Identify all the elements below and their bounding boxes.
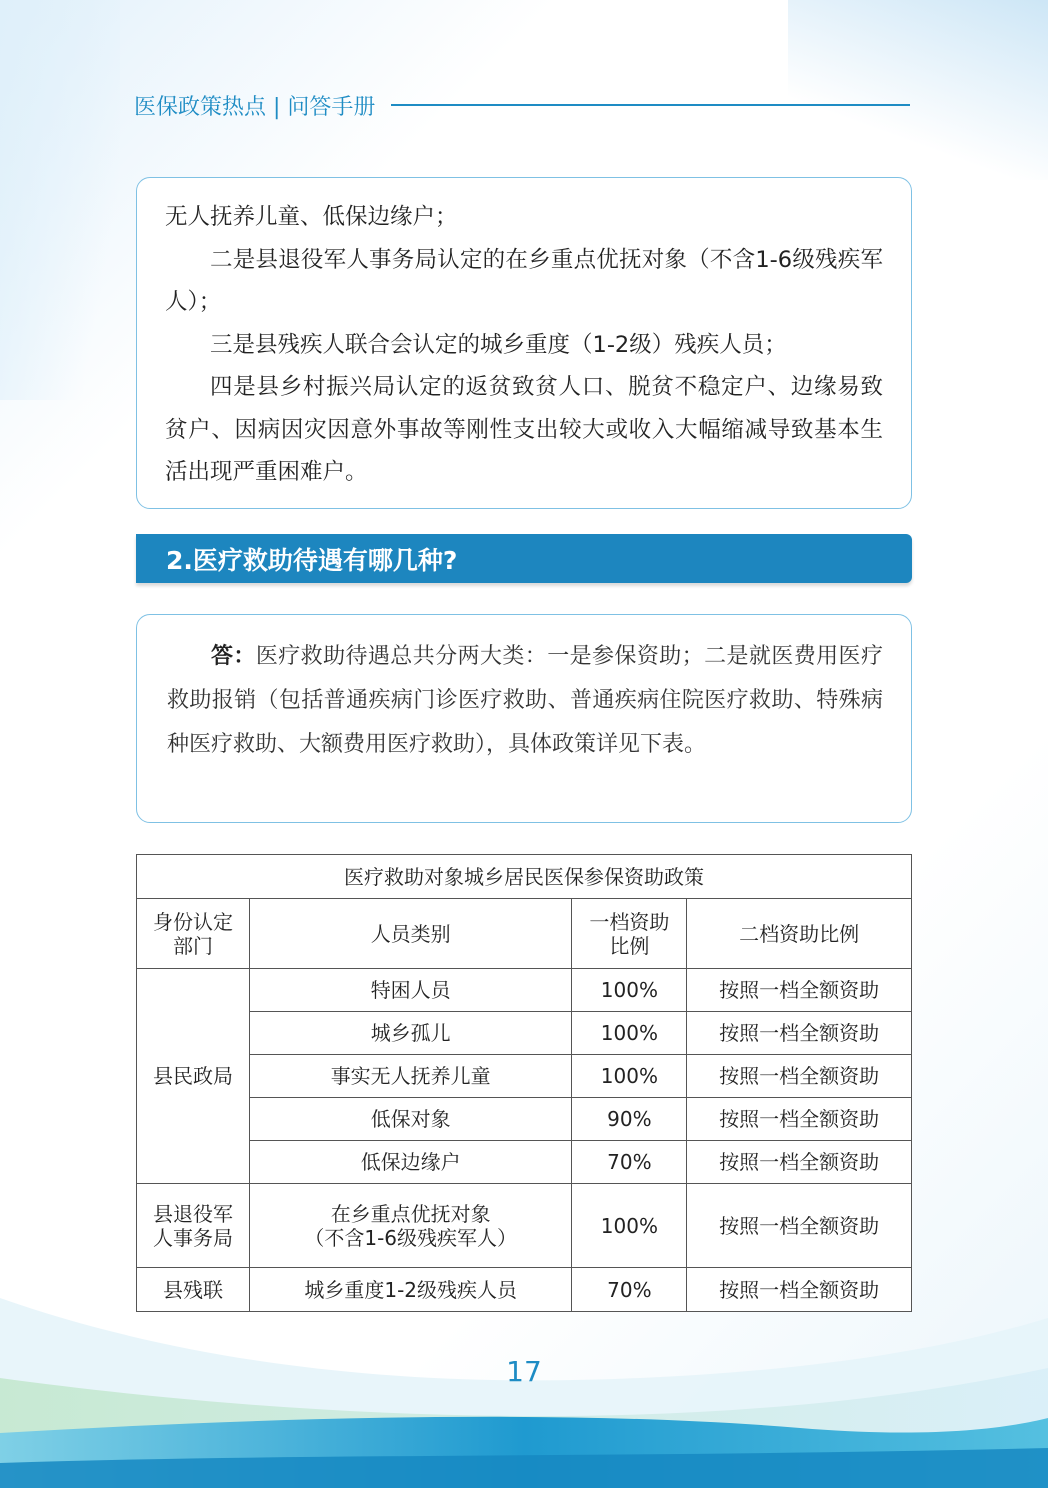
tier2-cell: 按照一档全额资助 xyxy=(687,1141,912,1184)
tier1-cell: 100% xyxy=(572,969,687,1012)
subsidy-policy-table xyxy=(136,854,912,1312)
continued-text-box xyxy=(136,177,912,509)
tier2-cell: 按照一档全额资助 xyxy=(687,1184,912,1268)
tier1-cell: 90% xyxy=(572,1098,687,1141)
header-dept: 身份认定部门 xyxy=(137,899,250,969)
header-title: 医保政策热点 | 问答手册 xyxy=(134,94,376,120)
table-row xyxy=(137,969,912,1012)
category-cell: 特困人员 xyxy=(249,969,571,1012)
tier1-cell: 70% xyxy=(572,1141,687,1184)
tier2-cell: 按照一档全额资助 xyxy=(687,1098,912,1141)
section-title: 2.医疗救助待遇有哪几种? xyxy=(166,545,458,575)
table-row xyxy=(137,1141,912,1184)
background-decoration-left xyxy=(0,0,120,400)
dept-cell: 县残联 xyxy=(137,1268,250,1312)
dept-cell: 县退役军人事务局 xyxy=(137,1184,250,1268)
paragraph: 无人抚养儿童、低保边缘户； xyxy=(165,204,458,230)
section-heading-bar xyxy=(136,534,912,583)
category-note: （不含1-6级残疾军人） xyxy=(304,1225,518,1250)
page-number: 17 xyxy=(506,1355,542,1388)
table-row xyxy=(137,1055,912,1098)
category-cell xyxy=(249,1184,571,1268)
category-cell: 低保对象 xyxy=(249,1098,571,1141)
header-rule xyxy=(391,104,910,106)
answer-box xyxy=(136,614,912,823)
table-row xyxy=(137,1184,912,1268)
category-main: 在乡重点优抚对象 xyxy=(330,1201,491,1226)
tier2-cell: 按照一档全额资助 xyxy=(687,969,912,1012)
header-tier2: 二档资助比例 xyxy=(687,899,912,969)
header-category: 人员类别 xyxy=(249,899,571,969)
dept-cell: 县民政局 xyxy=(137,969,250,1184)
tier1-cell: 100% xyxy=(572,1012,687,1055)
paragraph: 二是县退役军人事务局认定的在乡重点优抚对象（不含1-6级残疾军人）； xyxy=(165,246,883,315)
table-row xyxy=(137,1012,912,1055)
answer-label: 答： xyxy=(211,644,256,669)
header-tier1: 一档资助比例 xyxy=(572,899,687,969)
running-header xyxy=(134,88,910,122)
category-cell: 事实无人抚养儿童 xyxy=(249,1055,571,1098)
tier2-cell: 按照一档全额资助 xyxy=(687,1055,912,1098)
paragraph: 三是县残疾人联合会认定的城乡重度（1-2级）残疾人员； xyxy=(210,331,787,358)
answer-paragraph xyxy=(167,635,883,767)
paragraph: 四是县乡村振兴局认定的返贫致贫人口、脱贫不稳定户、边缘易致贫户、因病因灾因意外事故等刚性支出较大或收入大幅缩减导致基本生活出现严重困难户。 xyxy=(165,374,883,485)
tier2-cell: 按照一档全额资助 xyxy=(687,1012,912,1055)
tier1-cell: 100% xyxy=(572,1055,687,1098)
answer-text: 医疗救助待遇总共分两大类：一是参保资助；二是就医费用医疗救助报销（包括普通疾病门诊医疗救助、普通疾病住院医疗救助、特殊病种医疗救助、大额费用医疗救助），具体政策详见下表。 xyxy=(167,644,883,757)
category-cell: 低保边缘户 xyxy=(249,1141,571,1184)
tier1-cell: 70% xyxy=(572,1268,687,1312)
category-cell: 城乡孤儿 xyxy=(249,1012,571,1055)
table-title: 医疗救助对象城乡居民医保参保资助政策 xyxy=(137,855,912,899)
tier2-cell: 按照一档全额资助 xyxy=(687,1268,912,1312)
table-row xyxy=(137,1098,912,1141)
category-cell: 城乡重度1-2级残疾人员 xyxy=(249,1268,571,1312)
tier1-cell: 100% xyxy=(572,1184,687,1268)
